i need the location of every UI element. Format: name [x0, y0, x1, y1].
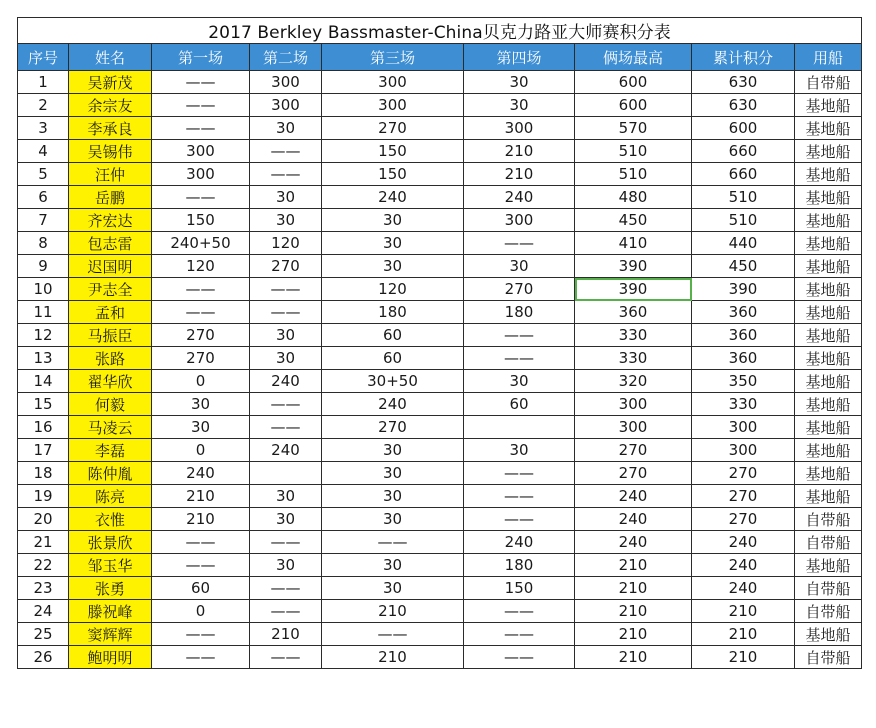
cell-best-two[interactable]: 240 [575, 485, 692, 508]
cell-round-3[interactable]: —— [322, 531, 464, 554]
cell-name[interactable]: 马振臣 [69, 324, 152, 347]
cell-name[interactable]: 岳鹏 [69, 186, 152, 209]
cell-round-2[interactable] [250, 462, 322, 485]
cell-round-2[interactable]: —— [250, 163, 322, 186]
cell-round-3[interactable]: 210 [322, 646, 464, 669]
cell-boat[interactable]: 基地船 [795, 393, 862, 416]
cell-round-2[interactable]: —— [250, 531, 322, 554]
table-row [18, 278, 862, 301]
cell-round-1[interactable]: 300 [152, 163, 250, 186]
cell-total[interactable]: 240 [692, 577, 795, 600]
cell-best-two[interactable]: 330 [575, 347, 692, 370]
cell-round-3[interactable]: 240 [322, 393, 464, 416]
cell-round-2[interactable]: 120 [250, 232, 322, 255]
cell-index[interactable]: 22 [18, 554, 69, 577]
cell-round-1[interactable]: 0 [152, 370, 250, 393]
cell-index[interactable]: 25 [18, 623, 69, 646]
cell-round-3[interactable]: 30 [322, 209, 464, 232]
cell-name[interactable]: 包志雷 [69, 232, 152, 255]
cell-total[interactable]: 330 [692, 393, 795, 416]
cell-best-two[interactable]: 320 [575, 370, 692, 393]
cell-name[interactable]: 窦辉辉 [69, 623, 152, 646]
cell-index[interactable]: 2 [18, 94, 69, 117]
cell-round-4[interactable]: 30 [464, 255, 575, 278]
cell-boat[interactable]: 基地船 [795, 439, 862, 462]
cell-round-4[interactable]: 210 [464, 163, 575, 186]
cell-boat[interactable]: 基地船 [795, 255, 862, 278]
cell-index[interactable]: 17 [18, 439, 69, 462]
header-name[interactable]: 姓名 [69, 44, 152, 71]
table-row [18, 623, 862, 646]
cell-best-two[interactable]: 210 [575, 577, 692, 600]
cell-best-two[interactable]: 450 [575, 209, 692, 232]
cell-index[interactable]: 5 [18, 163, 69, 186]
cell-name[interactable]: 汪仲 [69, 163, 152, 186]
table-row [18, 646, 862, 669]
table-row [18, 186, 862, 209]
cell-name[interactable]: 张景欣 [69, 531, 152, 554]
cell-round-3[interactable]: 30 [322, 255, 464, 278]
cell-index[interactable]: 11 [18, 301, 69, 324]
table-row [18, 439, 862, 462]
table-row [18, 232, 862, 255]
cell-total[interactable]: 660 [692, 140, 795, 163]
cell-index[interactable]: 3 [18, 117, 69, 140]
cell-index[interactable]: 7 [18, 209, 69, 232]
table-row [18, 324, 862, 347]
cell-name[interactable]: 李承良 [69, 117, 152, 140]
table-row [18, 416, 862, 439]
cell-boat[interactable]: 基地船 [795, 623, 862, 646]
cell-boat[interactable]: 自带船 [795, 646, 862, 669]
cell-round-3[interactable]: 150 [322, 163, 464, 186]
cell-round-1[interactable]: —— [152, 117, 250, 140]
cell-index[interactable]: 21 [18, 531, 69, 554]
cell-name[interactable]: 何毅 [69, 393, 152, 416]
cell-best-two[interactable]: 390 [575, 278, 692, 301]
cell-round-2[interactable]: 300 [250, 71, 322, 94]
cell-round-4[interactable] [464, 416, 575, 439]
cell-boat[interactable]: 自带船 [795, 531, 862, 554]
cell-round-3[interactable]: 30 [322, 462, 464, 485]
cell-round-1[interactable]: —— [152, 301, 250, 324]
cell-index[interactable]: 18 [18, 462, 69, 485]
cell-round-4[interactable]: 240 [464, 186, 575, 209]
cell-name[interactable]: 陈亮 [69, 485, 152, 508]
cell-round-1[interactable]: —— [152, 278, 250, 301]
cell-round-3[interactable]: 60 [322, 347, 464, 370]
cell-name[interactable]: 李磊 [69, 439, 152, 462]
table-row [18, 508, 862, 531]
cell-boat[interactable]: 基地船 [795, 347, 862, 370]
cell-round-3[interactable]: 300 [322, 94, 464, 117]
table-row [18, 370, 862, 393]
cell-round-4[interactable]: —— [464, 623, 575, 646]
cell-round-1[interactable]: —— [152, 94, 250, 117]
cell-name[interactable]: 滕祝峰 [69, 600, 152, 623]
header-round-4[interactable]: 第四场 [464, 44, 575, 71]
cell-name[interactable]: 张路 [69, 347, 152, 370]
cell-best-two[interactable]: 210 [575, 600, 692, 623]
cell-best-two[interactable]: 210 [575, 554, 692, 577]
cell-best-two[interactable]: 360 [575, 301, 692, 324]
cell-boat[interactable]: 自带船 [795, 577, 862, 600]
cell-round-4[interactable]: 150 [464, 577, 575, 600]
cell-round-4[interactable]: —— [464, 232, 575, 255]
cell-round-2[interactable]: —— [250, 416, 322, 439]
cell-boat[interactable]: 基地船 [795, 278, 862, 301]
cell-round-4[interactable]: 180 [464, 554, 575, 577]
cell-total[interactable]: 450 [692, 255, 795, 278]
cell-round-3[interactable]: 120 [322, 278, 464, 301]
cell-round-3[interactable]: 30 [322, 554, 464, 577]
cell-best-two[interactable]: 210 [575, 646, 692, 669]
cell-round-2[interactable]: 30 [250, 209, 322, 232]
cell-round-4[interactable]: 300 [464, 117, 575, 140]
cell-total[interactable]: 350 [692, 370, 795, 393]
cell-round-1[interactable]: —— [152, 554, 250, 577]
cell-boat[interactable]: 基地船 [795, 324, 862, 347]
cell-round-1[interactable]: 270 [152, 324, 250, 347]
table-row [18, 255, 862, 278]
cell-index[interactable]: 23 [18, 577, 69, 600]
cell-round-2[interactable]: 240 [250, 439, 322, 462]
cell-round-4[interactable]: —— [464, 646, 575, 669]
cell-best-two[interactable]: 600 [575, 71, 692, 94]
cell-best-two[interactable]: 410 [575, 232, 692, 255]
cell-round-1[interactable]: 30 [152, 416, 250, 439]
cell-round-2[interactable]: 270 [250, 255, 322, 278]
table-row [18, 301, 862, 324]
cell-round-1[interactable]: 240 [152, 462, 250, 485]
cell-round-4[interactable]: 30 [464, 94, 575, 117]
cell-round-4[interactable]: 60 [464, 393, 575, 416]
cell-total[interactable]: 270 [692, 485, 795, 508]
cell-round-1[interactable]: —— [152, 71, 250, 94]
cell-round-2[interactable]: 30 [250, 554, 322, 577]
cell-round-3[interactable]: 150 [322, 140, 464, 163]
cell-round-1[interactable]: —— [152, 186, 250, 209]
cell-round-4[interactable]: 240 [464, 531, 575, 554]
cell-round-2[interactable]: —— [250, 140, 322, 163]
cell-round-3[interactable]: 30 [322, 508, 464, 531]
cell-index[interactable]: 19 [18, 485, 69, 508]
cell-total[interactable]: 270 [692, 462, 795, 485]
cell-total[interactable]: 300 [692, 416, 795, 439]
cell-name[interactable]: 余宗友 [69, 94, 152, 117]
cell-round-2[interactable]: —— [250, 600, 322, 623]
table-row [18, 485, 862, 508]
cell-round-1[interactable]: 210 [152, 508, 250, 531]
cell-best-two[interactable]: 300 [575, 393, 692, 416]
header-index[interactable]: 序号 [18, 44, 69, 71]
cell-round-3[interactable]: 30 [322, 232, 464, 255]
cell-total[interactable]: 390 [692, 278, 795, 301]
cell-total[interactable]: 510 [692, 209, 795, 232]
cell-round-1[interactable]: —— [152, 646, 250, 669]
cell-total[interactable]: 360 [692, 324, 795, 347]
table-row [18, 577, 862, 600]
cell-boat[interactable]: 基地船 [795, 462, 862, 485]
cell-index[interactable]: 14 [18, 370, 69, 393]
table-row [18, 163, 862, 186]
header-round-2[interactable]: 第二场 [250, 44, 322, 71]
cell-round-2[interactable]: —— [250, 393, 322, 416]
cell-round-2[interactable]: —— [250, 278, 322, 301]
cell-name[interactable]: 吴锡伟 [69, 140, 152, 163]
cell-round-2[interactable]: 240 [250, 370, 322, 393]
cell-round-3[interactable]: 60 [322, 324, 464, 347]
cell-round-2[interactable]: 30 [250, 347, 322, 370]
cell-boat[interactable]: 基地船 [795, 370, 862, 393]
cell-total[interactable]: 210 [692, 600, 795, 623]
cell-index[interactable]: 12 [18, 324, 69, 347]
cell-name[interactable]: 尹志全 [69, 278, 152, 301]
cell-round-3[interactable]: 30 [322, 485, 464, 508]
cell-round-4[interactable]: —— [464, 508, 575, 531]
cell-index[interactable]: 4 [18, 140, 69, 163]
table-row [18, 554, 862, 577]
cell-name[interactable]: 张勇 [69, 577, 152, 600]
cell-round-1[interactable]: 270 [152, 347, 250, 370]
cell-round-1[interactable]: 120 [152, 255, 250, 278]
cell-round-2[interactable]: 30 [250, 324, 322, 347]
cell-boat[interactable]: 基地船 [795, 140, 862, 163]
cell-total[interactable]: 600 [692, 117, 795, 140]
cell-boat[interactable]: 基地船 [795, 485, 862, 508]
cell-total[interactable]: 440 [692, 232, 795, 255]
cell-total[interactable]: 210 [692, 646, 795, 669]
cell-boat[interactable]: 基地船 [795, 416, 862, 439]
cell-total[interactable]: 630 [692, 94, 795, 117]
cell-round-4[interactable]: 30 [464, 439, 575, 462]
cell-round-4[interactable]: 270 [464, 278, 575, 301]
cell-index[interactable]: 13 [18, 347, 69, 370]
cell-best-two[interactable]: 510 [575, 140, 692, 163]
table-row [18, 209, 862, 232]
cell-index[interactable]: 24 [18, 600, 69, 623]
cell-round-1[interactable]: 150 [152, 209, 250, 232]
table-row [18, 347, 862, 370]
cell-round-3[interactable]: 30+50 [322, 370, 464, 393]
cell-round-2[interactable]: 30 [250, 117, 322, 140]
cell-total[interactable]: 270 [692, 508, 795, 531]
cell-round-4[interactable]: 180 [464, 301, 575, 324]
header-best-two[interactable]: 俩场最高 [575, 44, 692, 71]
cell-round-1[interactable]: 0 [152, 439, 250, 462]
cell-best-two[interactable]: 570 [575, 117, 692, 140]
cell-total[interactable]: 360 [692, 347, 795, 370]
cell-index[interactable]: 9 [18, 255, 69, 278]
cell-best-two[interactable]: 210 [575, 623, 692, 646]
cell-index[interactable]: 10 [18, 278, 69, 301]
cell-round-4[interactable]: 30 [464, 71, 575, 94]
cell-total[interactable]: 300 [692, 439, 795, 462]
table-row [18, 94, 862, 117]
cell-boat[interactable]: 基地船 [795, 94, 862, 117]
header-total[interactable]: 累计积分 [692, 44, 795, 71]
cell-round-2[interactable]: 30 [250, 508, 322, 531]
cell-boat[interactable]: 基地船 [795, 117, 862, 140]
cell-round-3[interactable]: —— [322, 623, 464, 646]
cell-name[interactable]: 翟华欣 [69, 370, 152, 393]
table-title: 2017 Berkley Bassmaster-China贝克力路亚大师赛积分表 [18, 18, 862, 44]
cell-name[interactable]: 孟和 [69, 301, 152, 324]
cell-name[interactable]: 鲍明明 [69, 646, 152, 669]
cell-round-3[interactable]: 240 [322, 186, 464, 209]
table-row [18, 140, 862, 163]
cell-round-1[interactable]: —— [152, 531, 250, 554]
cell-round-3[interactable]: 270 [322, 416, 464, 439]
cell-total[interactable]: 630 [692, 71, 795, 94]
table-body [18, 71, 862, 669]
cell-total[interactable]: 360 [692, 301, 795, 324]
cell-round-2[interactable]: 30 [250, 186, 322, 209]
header-row [18, 44, 862, 71]
cell-round-2[interactable]: 300 [250, 94, 322, 117]
cell-total[interactable]: 240 [692, 554, 795, 577]
cell-round-2[interactable]: —— [250, 646, 322, 669]
cell-round-1[interactable]: 30 [152, 393, 250, 416]
cell-index[interactable]: 6 [18, 186, 69, 209]
cell-round-1[interactable]: 0 [152, 600, 250, 623]
cell-index[interactable]: 15 [18, 393, 69, 416]
cell-round-4[interactable]: —— [464, 462, 575, 485]
cell-name[interactable]: 陈仲胤 [69, 462, 152, 485]
cell-round-2[interactable]: 30 [250, 485, 322, 508]
table-row [18, 531, 862, 554]
cell-round-1[interactable]: 300 [152, 140, 250, 163]
cell-best-two[interactable]: 510 [575, 163, 692, 186]
cell-name[interactable]: 衣惟 [69, 508, 152, 531]
cell-name[interactable]: 齐宏达 [69, 209, 152, 232]
cell-index[interactable]: 20 [18, 508, 69, 531]
cell-best-two[interactable]: 300 [575, 416, 692, 439]
cell-best-two[interactable]: 480 [575, 186, 692, 209]
cell-round-2[interactable]: —— [250, 577, 322, 600]
cell-best-two[interactable]: 330 [575, 324, 692, 347]
cell-round-1[interactable]: 210 [152, 485, 250, 508]
cell-name[interactable]: 迟国明 [69, 255, 152, 278]
cell-round-4[interactable]: —— [464, 600, 575, 623]
header-round-1[interactable]: 第一场 [152, 44, 250, 71]
cell-best-two[interactable]: 270 [575, 462, 692, 485]
cell-name[interactable]: 邹玉华 [69, 554, 152, 577]
cell-round-2[interactable]: 210 [250, 623, 322, 646]
cell-total[interactable]: 210 [692, 623, 795, 646]
cell-best-two[interactable]: 390 [575, 255, 692, 278]
cell-round-3[interactable]: 210 [322, 600, 464, 623]
cell-boat[interactable]: 自带船 [795, 508, 862, 531]
table-row [18, 393, 862, 416]
cell-best-two[interactable]: 240 [575, 531, 692, 554]
cell-round-4[interactable]: 300 [464, 209, 575, 232]
cell-best-two[interactable]: 240 [575, 508, 692, 531]
cell-index[interactable]: 16 [18, 416, 69, 439]
score-table [17, 17, 862, 669]
cell-round-3[interactable]: 270 [322, 117, 464, 140]
table-row [18, 117, 862, 140]
cell-round-4[interactable]: 210 [464, 140, 575, 163]
cell-boat[interactable]: 基地船 [795, 186, 862, 209]
cell-boat[interactable]: 自带船 [795, 71, 862, 94]
cell-name[interactable]: 吴新茂 [69, 71, 152, 94]
cell-best-two[interactable]: 270 [575, 439, 692, 462]
cell-round-1[interactable]: 240+50 [152, 232, 250, 255]
cell-best-two[interactable]: 600 [575, 94, 692, 117]
cell-boat[interactable]: 基地船 [795, 163, 862, 186]
table-row [18, 462, 862, 485]
cell-total[interactable]: 240 [692, 531, 795, 554]
cell-round-3[interactable]: 300 [322, 71, 464, 94]
cell-boat[interactable]: 基地船 [795, 232, 862, 255]
table-row [18, 600, 862, 623]
cell-round-3[interactable]: 30 [322, 439, 464, 462]
cell-index[interactable]: 1 [18, 71, 69, 94]
table-row [18, 71, 862, 94]
header-round-3[interactable]: 第三场 [322, 44, 464, 71]
cell-round-4[interactable]: —— [464, 324, 575, 347]
cell-round-3[interactable]: 30 [322, 577, 464, 600]
header-boat[interactable]: 用船 [795, 44, 862, 71]
cell-round-4[interactable]: —— [464, 347, 575, 370]
cell-total[interactable]: 510 [692, 186, 795, 209]
cell-boat[interactable]: 基地船 [795, 554, 862, 577]
cell-index[interactable]: 8 [18, 232, 69, 255]
cell-boat[interactable]: 基地船 [795, 301, 862, 324]
cell-name[interactable]: 马凌云 [69, 416, 152, 439]
cell-index[interactable]: 26 [18, 646, 69, 669]
cell-boat[interactable]: 自带船 [795, 600, 862, 623]
cell-round-1[interactable]: —— [152, 623, 250, 646]
cell-round-4[interactable]: —— [464, 485, 575, 508]
cell-round-4[interactable]: 30 [464, 370, 575, 393]
cell-boat[interactable]: 基地船 [795, 209, 862, 232]
cell-total[interactable]: 660 [692, 163, 795, 186]
cell-round-3[interactable]: 180 [322, 301, 464, 324]
cell-round-1[interactable]: 60 [152, 577, 250, 600]
cell-round-2[interactable]: —— [250, 301, 322, 324]
